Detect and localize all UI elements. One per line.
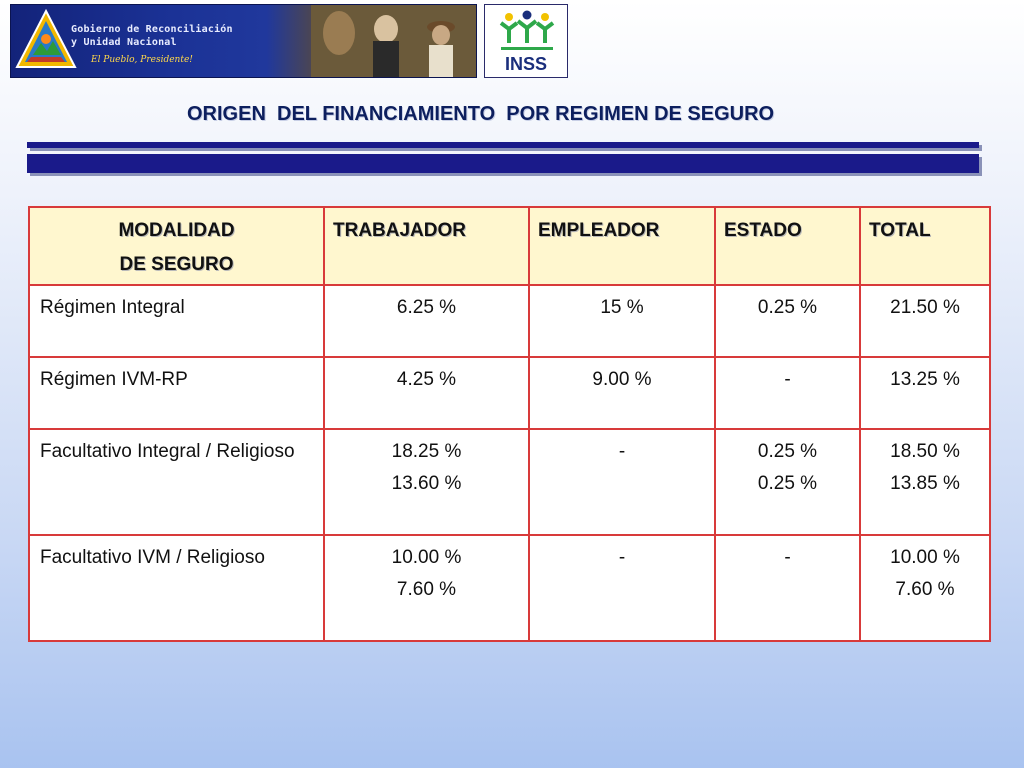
table-row: [29, 357, 990, 429]
cell-empleador: -: [529, 429, 715, 535]
header-total: TOTAL: [860, 207, 990, 285]
nicaragua-seal-icon: [13, 7, 79, 75]
cell-trabajador: 4.25 %: [324, 357, 529, 429]
cell-value: 7.60 %: [396, 579, 457, 600]
cell-estado: 0.25 %: [715, 285, 860, 357]
banner-slogan: El Pueblo, Presidente!: [91, 55, 193, 65]
banner-line-2: y Unidad Nacional: [71, 37, 177, 48]
cell-value: 18.50 %: [890, 441, 960, 462]
cell-empleador: -: [529, 535, 715, 641]
cell-value: 0.25 %: [757, 473, 818, 494]
table-header-row: [29, 207, 990, 285]
government-banner: [10, 4, 477, 78]
cell-total: 13.25 %: [860, 357, 990, 429]
cell-total: 21.50 %: [860, 285, 990, 357]
cell-modalidad: Régimen IVM-RP: [29, 357, 324, 429]
cell-value: 10.00 %: [391, 547, 462, 568]
people-figures-icon: [499, 9, 555, 53]
cell-estado: -: [715, 535, 860, 641]
cell-empleador: 15 %: [529, 285, 715, 357]
cell-trabajador: 6.25 %: [324, 285, 529, 357]
cell-value: 0.25 %: [757, 441, 818, 462]
cell-total: [860, 535, 990, 641]
cell-trabajador: [324, 535, 529, 641]
cell-empleador: 9.00 %: [529, 357, 715, 429]
financing-table: [28, 206, 991, 642]
cell-modalidad: Facultativo IVM / Religioso: [29, 535, 324, 641]
table-row: [29, 429, 990, 535]
inss-logo: [484, 4, 568, 78]
cell-estado: [715, 429, 860, 535]
cell-value: 18.25 %: [391, 441, 462, 462]
table-row: [29, 285, 990, 357]
historical-figures-icon: [311, 5, 477, 77]
header-modalidad: [29, 207, 324, 285]
header-trabajador: TRABAJADOR: [324, 207, 529, 285]
cell-modalidad: Régimen Integral: [29, 285, 324, 357]
slide-title: ORIGEN DEL FINANCIAMIENTO POR REGIMEN DE SEGURO: [187, 103, 775, 125]
cell-value: 13.60 %: [391, 473, 462, 494]
cell-total: [860, 429, 990, 535]
cell-value: 13.85 %: [890, 473, 960, 494]
title-rule-thick: [27, 154, 979, 173]
cell-modalidad: Facultativo Integral / Religioso: [29, 429, 324, 535]
table-row: [29, 535, 990, 641]
header-empleador: EMPLEADOR: [529, 207, 715, 285]
header-modalidad-line2: DE SEGURO: [119, 254, 234, 275]
cell-trabajador: [324, 429, 529, 535]
banner-line-1: Gobierno de Reconciliación: [71, 24, 233, 35]
header-estado: ESTADO: [715, 207, 860, 285]
inss-logo-text: INSS: [504, 54, 547, 74]
cell-value: 10.00 %: [890, 547, 960, 568]
cell-value: 7.60 %: [895, 579, 955, 600]
cell-estado: -: [715, 357, 860, 429]
header-modalidad-line1: MODALIDAD: [118, 220, 235, 241]
title-rule-thin: [27, 142, 979, 148]
